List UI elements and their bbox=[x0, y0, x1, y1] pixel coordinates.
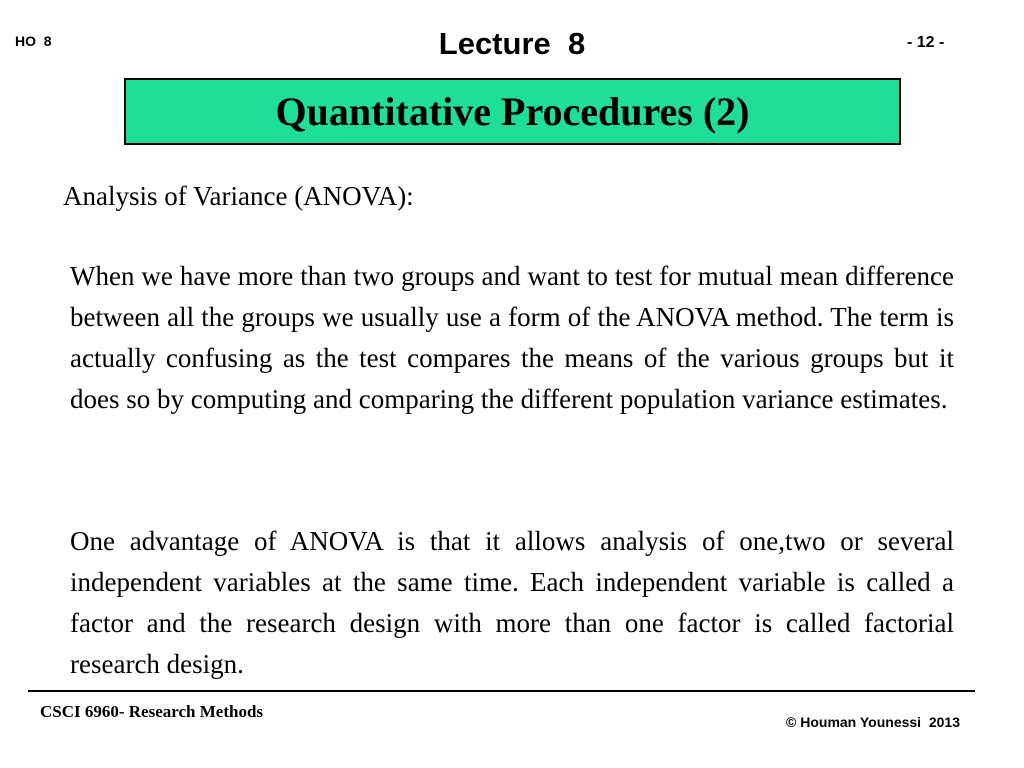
slide-title: Quantitative Procedures (2) bbox=[275, 88, 750, 134]
slide-title-box bbox=[124, 78, 901, 145]
handout-number: HO 8 bbox=[15, 33, 52, 49]
footer-divider bbox=[28, 690, 975, 692]
page-number: - 12 - bbox=[907, 34, 945, 51]
footer-course: CSCI 6960- Research Methods bbox=[40, 702, 264, 721]
footer-copyright: © Houman Younessi 2013 bbox=[786, 714, 960, 730]
body-paragraph-1: When we have more than two groups and want to test for mutual mean difference between all the groups we usually use a form of the ANOVA method. The term is actually confusing as the test compares the means of the various groups but it does so by computing and comparing the different population variance estimates. bbox=[70, 261, 954, 414]
section-subheading: Analysis of Variance (ANOVA): bbox=[63, 181, 414, 211]
lecture-heading: Lecture 8 bbox=[438, 26, 586, 61]
body-paragraph-2: One advantage of ANOVA is that it allows analysis of one,two or several independent variables at the same time. Each independent variable is called a factor and the research design with more than one factor is called factorial research design. bbox=[70, 526, 954, 679]
